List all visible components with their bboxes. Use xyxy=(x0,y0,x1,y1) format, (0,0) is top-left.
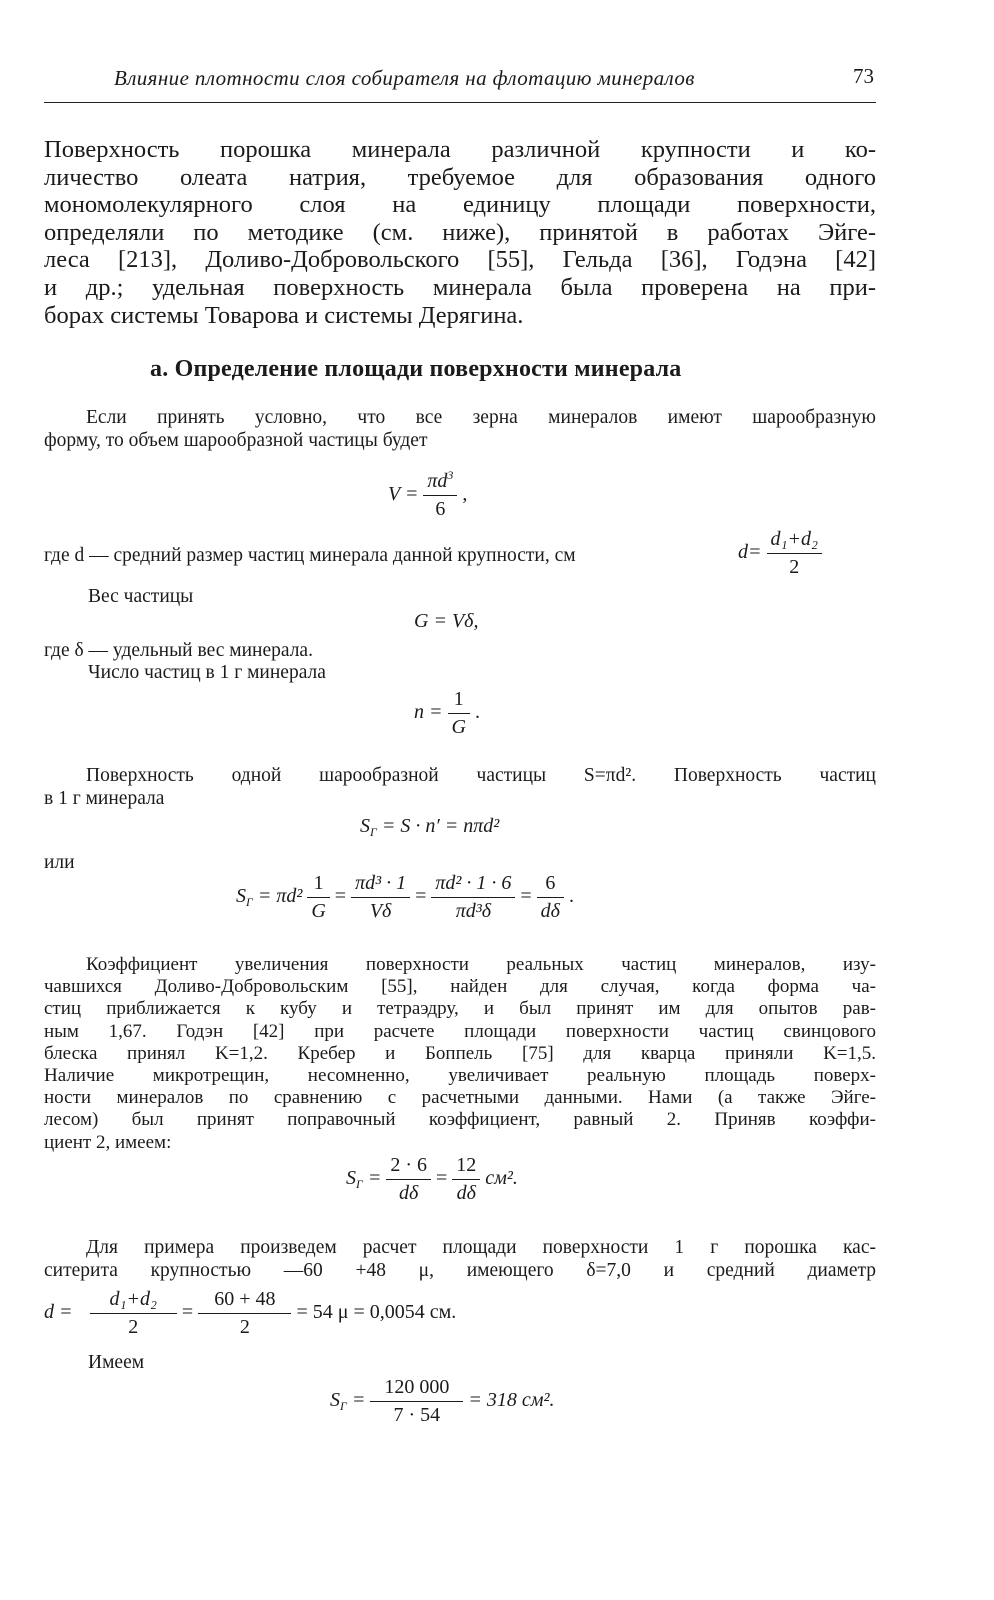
formula-tail: = 318 см². xyxy=(468,1389,555,1412)
text-line: ным 1,67. Годэн [42] при расчете площади поверхности частиц свинцового xyxy=(44,1020,876,1042)
fraction xyxy=(423,470,457,521)
formula-tail: , xyxy=(462,483,468,506)
formula-lhs: $S_Г = \pi d^2$ xyxy=(236,885,303,910)
weight-formula: G = Vδ, xyxy=(414,610,479,632)
text-line: Для примера произведем расчет площади поверхности 1 г порошка кас- xyxy=(86,1237,876,1258)
fraction xyxy=(452,1154,480,1205)
formula-lhs: d = xyxy=(44,1301,73,1324)
formula-tail: . xyxy=(474,701,480,724)
fraction xyxy=(90,1288,177,1339)
count-label: Число частиц в 1 г минерала xyxy=(88,662,326,683)
formula-lhs: V = xyxy=(388,483,419,506)
text-line: стиц приближается к кубу и тетраэдру, и был принят им для опытов рав- xyxy=(44,998,876,1020)
fraction-numerator: 60 + 48 xyxy=(198,1288,291,1314)
text-line: и др.; удельная поверхность минерала была проверена на при- xyxy=(44,273,876,301)
formula-lhs: n = xyxy=(414,701,443,724)
volume-formula xyxy=(388,470,467,521)
text-line: мономолекулярного слоя на единицу площади поверхности, xyxy=(44,191,876,219)
fraction xyxy=(198,1288,291,1339)
fraction-denominator: dδ xyxy=(540,900,560,922)
specific-surface-formula: $S_Г = S \cdot n' = n\pi d^2$ xyxy=(360,815,500,839)
text-line: ности минералов по сравнению с расчетными данными. Нами (а также Эйге- xyxy=(44,1087,876,1109)
page-header xyxy=(44,62,876,103)
corrected-surface-formula: $S_Г$ = $\frac{2 \cdot 6}{d\delta}$ = $\frac{12}{d\delta}$ см². xyxy=(346,1154,518,1204)
text-line: форму, то объем шарообразной частицы будет xyxy=(44,430,428,452)
text-line: циент 2, имеем: xyxy=(44,1131,172,1153)
fraction xyxy=(537,872,564,923)
text-line: борах системы Товарова и системы Дерягина. xyxy=(44,301,524,329)
fraction-denominator: 7 · 54 xyxy=(393,1404,441,1426)
fraction xyxy=(307,872,329,923)
text-line: лесом) был принят поправочный коэффициент, равный 2. Приняв коэффи- xyxy=(44,1109,876,1131)
fraction-denominator: 2 xyxy=(239,1316,250,1338)
fraction-denominator: 2 xyxy=(789,556,800,578)
sphere-assumption-paragraph xyxy=(44,406,876,453)
result-formula xyxy=(330,1376,554,1427)
example-diameter-formula: d = $\frac{\text{d₁+d₂}}{2}$ = $\frac{60 + 48}{2}$ = 54 μ = 0,0054 см. xyxy=(44,1288,457,1338)
formula-tail: . xyxy=(568,885,574,908)
fraction-denominator: Vδ xyxy=(369,900,392,922)
fraction-denominator: πd³δ xyxy=(455,900,492,922)
page-number: 73 xyxy=(853,64,874,88)
fraction-denominator: G xyxy=(311,900,326,922)
fraction-numerator: 6 xyxy=(537,872,564,898)
text-line: Наличие микротрещин, несомненно, увеличивает реальную площадь поверх- xyxy=(44,1065,876,1087)
running-title: Влияние плотности слоя собирателя на флотацию минералов xyxy=(114,66,695,90)
where-delta-line: где δ — удельный вес минерала. xyxy=(44,640,313,661)
text-line: Поверхность порошка минерала различной крупности и ко- xyxy=(44,136,876,163)
text-line: определяли по методике (см. ниже), принятой в работах Эйге- xyxy=(44,218,876,246)
fraction-numerator: πd xyxy=(427,470,448,492)
fraction xyxy=(386,1154,431,1205)
section-heading: а. Определение площади поверхности минерала xyxy=(150,356,682,382)
fraction-numerator: d₁+d₂ xyxy=(767,528,822,554)
formula-lhs: $S_Г$ = xyxy=(330,1389,366,1414)
or-label: или xyxy=(44,852,75,873)
fraction xyxy=(351,872,410,923)
where-d-line: где d — средний размер частиц минерала данной крупности, см xyxy=(44,545,576,566)
text-line: личество олеата натрия, требуемое для образования одного xyxy=(44,163,876,191)
fraction-numerator: 1 xyxy=(307,872,329,898)
fraction-numerator: πd³ · 1 xyxy=(351,872,410,898)
text-line: блеска принял K=1,2. Кребер и Боппель [75] для кварца приняли K=1,5. xyxy=(44,1042,876,1064)
fraction-denominator: 6 xyxy=(435,498,446,520)
fraction-numerator: 120 000 xyxy=(370,1376,463,1402)
text-line: в 1 г минерала xyxy=(44,788,165,810)
intro-paragraph xyxy=(44,136,876,329)
text-line: Коэффициент увеличения поверхности реальных частиц минералов, изу- xyxy=(86,954,876,975)
fraction-numerator: 2 · 6 xyxy=(386,1154,431,1180)
formula-tail: = 54 μ = 0,0054 см. xyxy=(296,1301,457,1324)
text-line: чавшихся Доливо-Добровольским [55], найден для случая, когда форма ча- xyxy=(44,976,876,998)
surface-derivation-formula: $S_Г = \pi d^2$ $\frac{1}{G}$ = $\frac{\text{πd³ · 1}}{V\delta}$ = $\frac{\text{πd² · 1 · 6}}{\text{πd³δ}}$ = $\frac{6}{d\delta}$ . xyxy=(236,872,574,922)
fraction-numerator: d₁+d₂ xyxy=(90,1288,177,1314)
fraction-denominator: dδ xyxy=(456,1182,476,1204)
fraction-denominator: G xyxy=(451,716,466,738)
formula-lhs: d= xyxy=(738,541,762,564)
coefficient-paragraph xyxy=(44,954,876,1154)
exponent: 3 xyxy=(447,468,454,482)
mean-diameter-formula xyxy=(738,528,822,579)
fraction xyxy=(370,1376,463,1427)
weight-label: Вес частицы xyxy=(88,586,194,607)
text-line: Поверхность одной шарообразной частицы S=πd². Поверхность частиц xyxy=(86,765,876,786)
fraction-denominator: 2 xyxy=(128,1316,139,1338)
example-paragraph xyxy=(44,1236,876,1283)
fraction xyxy=(448,688,470,739)
have-label: Имеем xyxy=(88,1352,145,1373)
fraction-numerator: πd² · 1 · 6 xyxy=(431,872,515,898)
fraction xyxy=(431,872,515,923)
fraction-denominator: dδ xyxy=(399,1182,419,1204)
text-line: Если принять условно, что все зерна минералов имеют шарообразную xyxy=(86,407,876,428)
surface-paragraph xyxy=(44,764,876,811)
fraction-numerator: 1 xyxy=(448,688,470,714)
formula-unit: см². xyxy=(485,1167,518,1190)
fraction xyxy=(767,528,822,579)
text-line: ситерита крупностью —60 +48 μ, имеющего δ=7,0 и средний диаметр xyxy=(44,1260,876,1282)
formula-lhs: $S_Г$ = xyxy=(346,1167,382,1192)
fraction-numerator: 12 xyxy=(452,1154,480,1180)
text-line: леса [213], Доливо-Добровольского [55], Гельда [36], Годэна [42] xyxy=(44,246,876,274)
count-formula xyxy=(414,688,480,739)
